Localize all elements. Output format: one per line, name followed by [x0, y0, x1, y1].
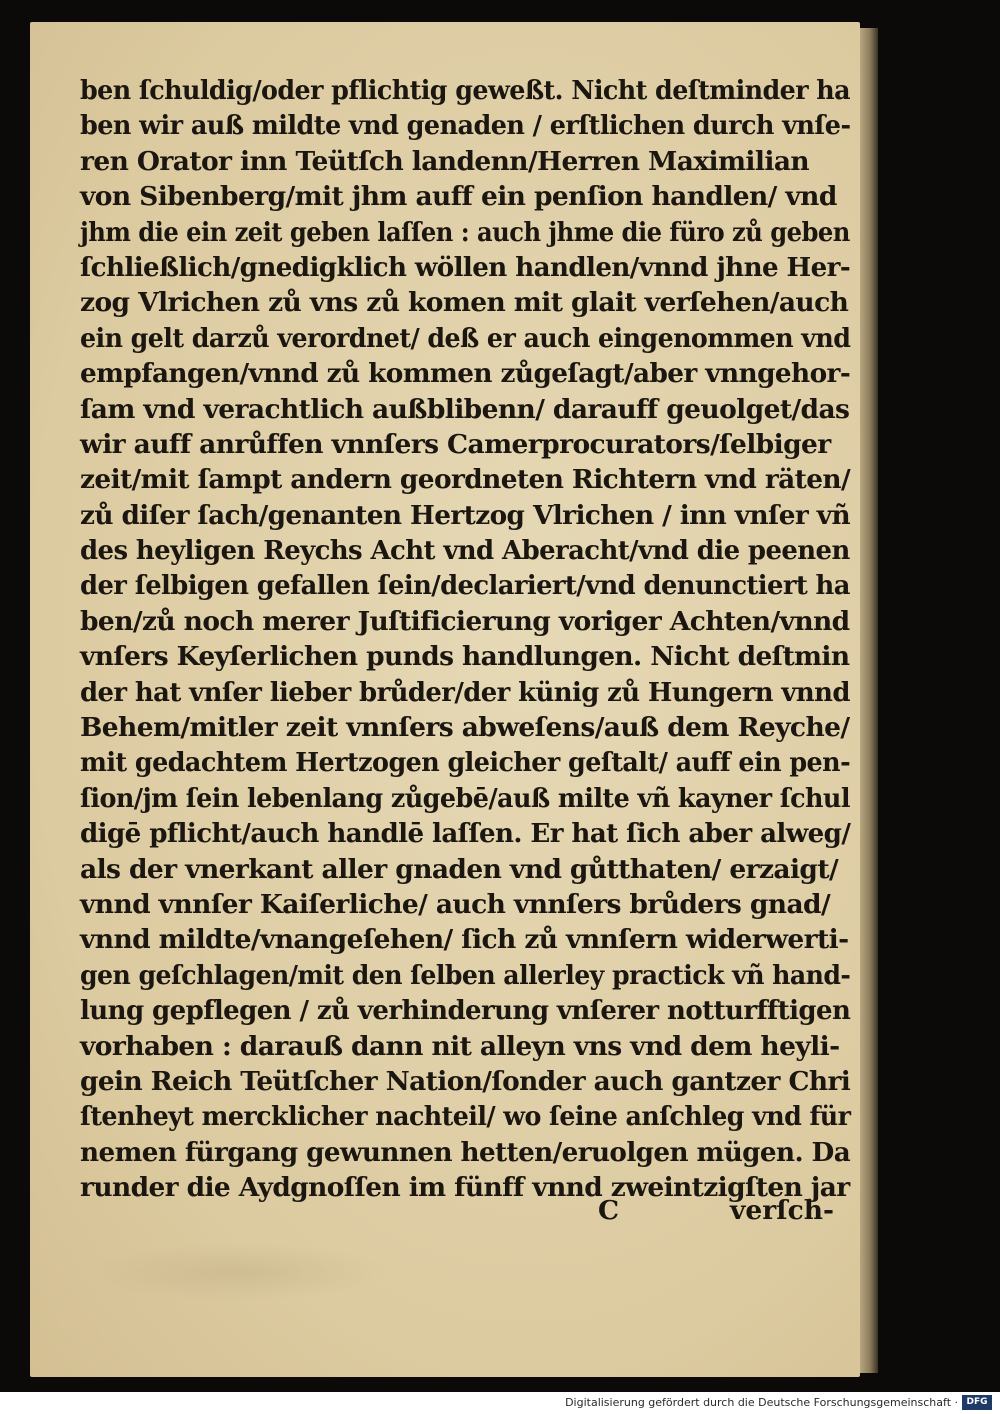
dfg-logo-icon: DFG — [962, 1395, 992, 1410]
text-line: nemen fürgang gewunnen hetten/eruolgen mügen. Da — [80, 1136, 851, 1168]
text-line: gen geſchlagen/mit den ſelben allerley practick vñ hand- — [80, 959, 851, 991]
dfg-credit-text: Digitalisierung gefördert durch die Deutsche Forschungsgemeinschaft · — [565, 1396, 958, 1409]
signature-mark: C — [598, 1195, 620, 1226]
text-line: ſtenheyt mercklicher nachteil/ wo ſeine anſchleg vnd für — [80, 1101, 851, 1133]
text-line: ſion/jm ſein lebenlang zůgebē/auß milte vñ kayner ſchul — [80, 782, 850, 814]
text-line: von Sibenberg/mit jhm auff ein penſion handlen/ vnd — [80, 181, 837, 213]
text-line: zog Vlrichen zů vns zů komen mit glait verſehen/auch — [80, 287, 849, 319]
catchline — [598, 1195, 850, 1235]
text-line: der ſelbigen gefallen ſein/declariert/vnd denunctiert ha — [80, 570, 850, 602]
text-line: Behem/mitler zeit vnnſers abweſens/auß dem Reyche/ — [80, 712, 850, 744]
text-line: runder die Aydgnoſſen im fünff vnnd zweintzigſten jar — [80, 1172, 850, 1204]
text-line: ben/zů noch merer Juſtificierung voriger Achten/vnnd — [80, 605, 850, 637]
page-edge-shadow — [858, 28, 878, 1373]
text-line: ſam vnd verachtlich außblibenn/ darauff geuolget/das — [80, 393, 850, 425]
text-line: wir auff anrůffen vnnſers Camerprocurators/ſelbiger — [80, 428, 831, 460]
text-line: empfangen/vnnd zů kommen zůgeſagt/aber vnngehor- — [80, 358, 851, 390]
text-line: digē pflicht/auch handlē laſſen. Er hat ſich aber alweg/ — [80, 818, 851, 850]
text-line: vnnd mildte/vnangeſehen/ ſich zů vnnſern widerwerti- — [80, 924, 849, 956]
catchword: verſch- — [730, 1195, 835, 1226]
text-line: gein Reich Teütſcher Nation/ſonder auch gantzer Chri — [80, 1065, 851, 1097]
text-line: ren Orator inn Teütſch landenn/Herren Maximilian — [80, 145, 810, 177]
text-line: mit gedachtem Hertzogen gleicher geſtalt/ auff ein pen- — [80, 747, 851, 779]
text-line: zů diſer ſach/genanten Hertzog Vlrichen / inn vnſer vñ — [80, 499, 850, 531]
text-line: vnſers Keyſerlichen punds handlungen. Nicht deſtmin — [80, 641, 850, 673]
text-line: zeit/mit ſampt andern geordneten Richtern vnd räten/ — [80, 464, 851, 496]
text-line: des heyligen Reychs Acht vnd Aberacht/vnd die peenen — [80, 535, 850, 567]
text-line: ein gelt darzů verordnet/ deß er auch eingenommen vnd — [80, 322, 851, 354]
text-line: als der vnerkant aller gnaden vnd gůtthaten/ erzaigt/ — [80, 853, 839, 885]
text-line: jhm die ein zeit geben laſſen : auch jhme die füro zů geben — [80, 216, 850, 248]
text-line: vnnd vnnſer Kaiſerliche/ auch vnnſers brůders gnad/ — [80, 888, 831, 920]
offset-ghost-print — [90, 1242, 390, 1302]
text-line: ben wir auß mildte vnd genaden / erſtlichen durch vnſe- — [80, 110, 851, 142]
text-line: ben ſchuldig/oder pflichtig geweßt. Nicht deſtminder ha — [80, 75, 851, 106]
footer-bar — [0, 1392, 1000, 1414]
text-line: vorhaben : darauß dann nit alleyn vns vnd dem heyli- — [80, 1030, 840, 1062]
text-line: lung gepflegen / zů verhinderung vnſerer notturfftigen — [80, 995, 851, 1027]
text-block — [80, 73, 850, 1206]
text-line: der hat vnſer lieber brůder/der künig zů Hungern vnnd — [80, 676, 850, 708]
text-line: ſchließlich/gnedigklich wöllen handlen/vnnd jhne Her- — [80, 251, 851, 283]
